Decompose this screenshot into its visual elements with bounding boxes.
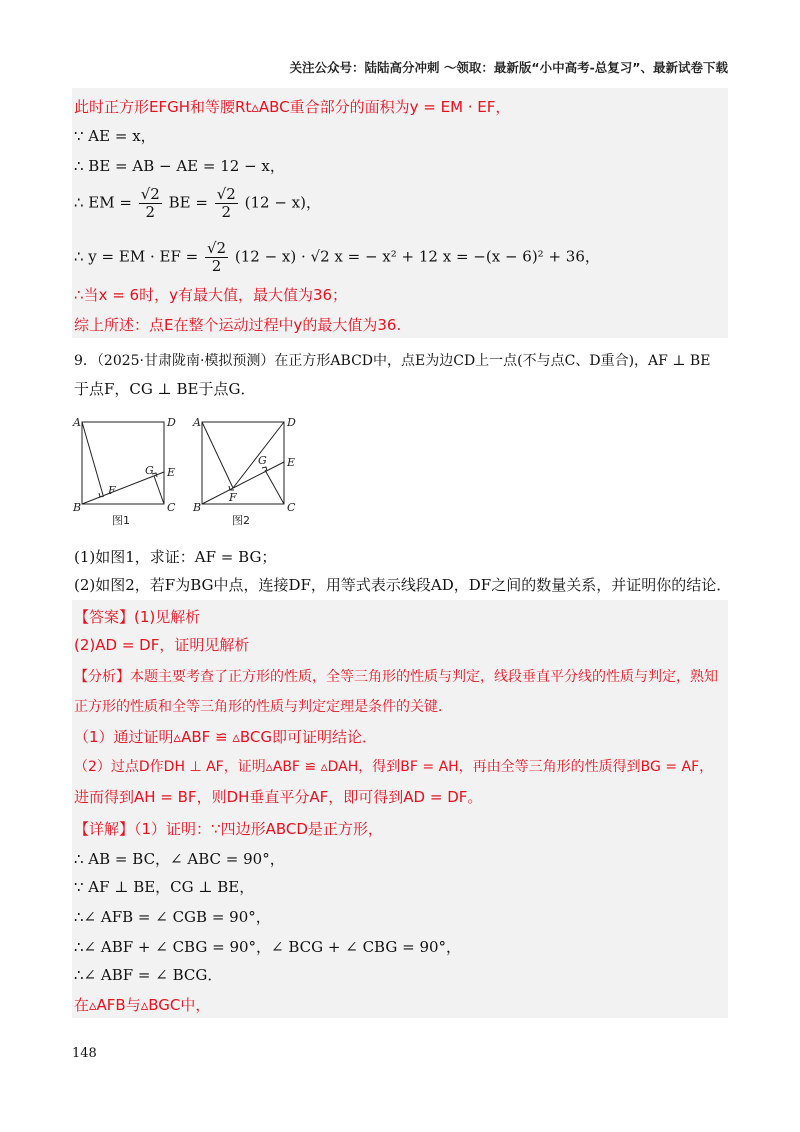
label-c: C [167, 501, 176, 514]
figure-1-caption: 图1 [112, 514, 130, 527]
em-eq-label: ∴ EM = [74, 193, 132, 212]
question-1: (1)如图1，求证：AF = BG； [74, 548, 277, 566]
detail-line-3: ∴∠ AFB = ∠ CGB = 90°， [74, 908, 271, 926]
solution-line-3: ∴ BE = AB − AE = 12 − x， [74, 157, 285, 175]
page-header: 关注公众号：陆陆高分冲刺 ～领取：最新版“小中高考-总复习”、最新试卷下载 [289, 60, 728, 75]
question-2: (2)如图2，若F为BG中点，连接DF，用等式表示线段AD，DF之间的数量关系，并证明你的结论． [74, 576, 732, 594]
solution-line-4 [74, 186, 321, 221]
figure-1 [82, 422, 164, 504]
label-b: B [73, 501, 82, 514]
label-f: F [229, 491, 237, 504]
geometry-figures [72, 412, 312, 532]
problem-9-statement-cont: 于点F，CG ⊥ BE于点G． [74, 380, 256, 398]
analysis-step-2-cont: 进而得到AH = BF，则DH垂直平分AF，即可得到AD = DF。 [74, 788, 483, 806]
figure-2 [202, 422, 284, 504]
detail-line-6: 在▵AFB与▵BGC中， [74, 996, 211, 1014]
label-e: E [287, 456, 296, 469]
detail-line-4: ∴∠ ABF + ∠ CBG = 90°，∠ BCG + ∠ CBG = 90°， [74, 938, 462, 956]
label-d: D [287, 416, 296, 429]
problem-9-statement: 9．（2025·甘肃陇南·模拟预测）在正方形ABCD中，点E为边CD上一点(不与点C、D重合)，AF ⊥ BE [74, 353, 711, 369]
label-f: F [108, 484, 116, 497]
fraction-sqrt2-over-2: $\frac{√2}{2}$ [206, 239, 227, 275]
label-d: D [167, 416, 176, 429]
analysis-step-2: （2）过点D作DH ⊥ AF，证明▵ABF ≌ ▵DAH，得到BF = AH，再由全等三角形的性质得到BG = AF， [74, 759, 714, 775]
label-g: G [258, 454, 267, 467]
solution-conclusion: 综上所述：点E在整个运动过程中y的最大值为36. [74, 316, 402, 334]
em-result: (12 − x)， [244, 193, 321, 212]
figure-2-caption: 图2 [232, 514, 250, 527]
solution-line-2: ∵ AE = x， [74, 127, 156, 145]
detail-line-5: ∴∠ ABF = ∠ BCG． [74, 966, 223, 984]
answer-line-1: 【答案】(1)见解析 [74, 608, 201, 626]
label-e: E [167, 466, 176, 479]
be-eq-label: BE = [168, 193, 208, 212]
label-c: C [287, 501, 296, 514]
analysis-line-1: 【分析】本题主要考查了正方形的性质，全等三角形的性质与判定，线段垂直平分线的性质与判定，熟知 [74, 669, 718, 685]
figure-1-labels [72, 416, 176, 514]
figure-2-labels [192, 416, 296, 514]
detail-line-1: ∴ AB = BC，∠ ABC = 90°， [74, 850, 285, 868]
y-expression: (12 − x) · √2 x = − x² + 12 x = −(x − 6)² + 36， [234, 247, 600, 266]
label-a: A [193, 416, 201, 429]
label-b: B [193, 501, 202, 514]
analysis-line-2: 正方形的性质和全等三角形的性质与判定定理是条件的关键． [74, 699, 452, 715]
y-eq-label: ∴ y = EM · EF = [74, 247, 199, 266]
page-number: 148 [72, 1046, 97, 1061]
fraction-sqrt2-over-2: $\frac{√2}{2}$ [140, 185, 160, 221]
detail-line-2: ∵ AF ⊥ BE，CG ⊥ BE， [74, 878, 255, 896]
analysis-step-1: （1）通过证明▵ABF ≌ ▵BCG即可证明结论． [74, 728, 378, 746]
solution-line-5 [74, 240, 600, 275]
label-g: G [145, 464, 154, 477]
answer-line-2: (2)AD = DF，证明见解析 [74, 636, 250, 654]
detail-heading: 【详解】（1）证明：∵四边形ABCD是正方形， [74, 820, 383, 838]
fraction-sqrt2-over-2: $\frac{√2}{2}$ [216, 185, 236, 221]
solution-line-6: ∴当x = 6时，y有最大值，最大值为36； [74, 286, 348, 304]
label-a: A [73, 416, 81, 429]
solution-line-1: 此时正方形EFGH和等腰Rt▵ABC重合部分的面积为y = EM · EF， [74, 98, 511, 116]
